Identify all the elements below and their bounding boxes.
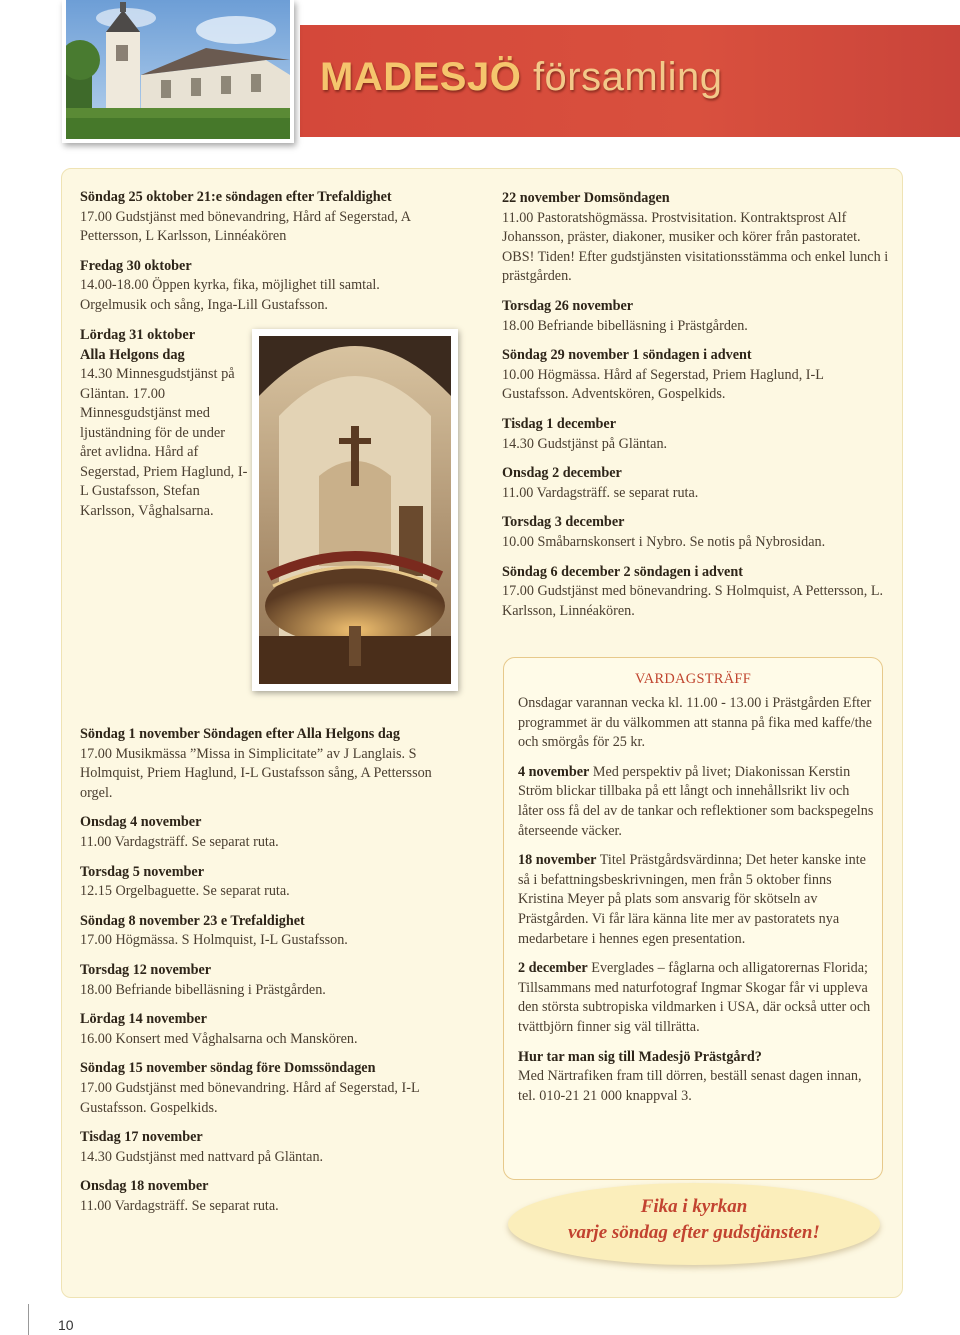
event-heading: Torsdag 12 november <box>80 961 212 978</box>
vardagstraff-item <box>518 763 874 841</box>
event-heading: Torsdag 5 november <box>80 863 205 880</box>
event-heading: Fredag 30 oktober <box>80 257 192 274</box>
event-heading: Lördag 31 oktober <box>80 327 196 343</box>
event-text: 14.30 Minnesgudstjänst på Gläntan. 17.00 Minnesgudstjänst med ljuständning för de under året avlidna. Hård af Segerstad, Priem Haglund, I-L Gustafsson, Stefan Karlsson, Våghalsarna. <box>80 366 248 519</box>
vardagstraff-item <box>518 851 874 949</box>
event-item <box>502 297 892 336</box>
church-exterior-photo <box>62 0 294 143</box>
event-item <box>502 464 892 503</box>
event-text: 11.00 Vardagsträff. Se separat ruta. <box>80 1197 279 1214</box>
event-text: 17.00 Högmässa. S Holmquist, I-L Gustafsson. <box>80 932 348 949</box>
event-item <box>80 1177 450 1216</box>
event-item <box>502 415 892 454</box>
vardagstraff-title: VARDAGSTRÄFF <box>634 671 752 687</box>
event-item <box>502 563 892 622</box>
event-heading: Söndag 15 november söndag före Domssöndagen <box>80 1060 376 1077</box>
footer-rule <box>28 1304 29 1335</box>
vardagstraff-content <box>518 694 874 1116</box>
church-exterior-image <box>66 0 290 139</box>
fika-line1: Fika i kyrkan <box>640 1196 748 1217</box>
event-heading: Tisdag 17 november <box>80 1129 203 1146</box>
event-heading: Tisdag 1 december <box>502 415 617 432</box>
event-heading: Söndag 29 november 1 söndagen i advent <box>502 347 752 364</box>
event-text: 17.00 Gudstjänst med bönevandring. S Holmquist, A Pettersson, L. Karlsson, Linnéakören. <box>502 583 884 619</box>
event-heading: Lördag 14 november <box>80 1011 207 1028</box>
event-text: 18.00 Befriande bibelläsning i Prästgården. <box>80 981 326 998</box>
event-text: 18.00 Befriande bibelläsning i Prästgården. <box>502 317 748 334</box>
event-text: 11.00 Vardagsträff. Se separat ruta. <box>80 833 279 850</box>
vardagstraff-intro: Onsdagar varannan vecka kl. 11.00 - 13.00 i Prästgården Efter programmet är du välkommen att stanna på fika med kaffe/the och smörgås för 25 kr. <box>518 695 872 751</box>
item-date: 18 november <box>518 852 597 869</box>
event-text: 16.00 Konsert med Våghalsarna och Manskören. <box>80 1030 358 1047</box>
item-date: 2 december <box>518 960 588 977</box>
event-item <box>80 1059 450 1118</box>
travel-info <box>518 1048 874 1107</box>
travel-answer: Med Närtrafiken fram till dörren, beställ senast dagen innan, tel. 010-21 21 000 knappval 3. <box>518 1068 862 1104</box>
event-heading: Torsdag 3 december <box>502 514 625 531</box>
event-item <box>80 188 440 247</box>
event-item <box>80 863 450 902</box>
events-left-top <box>80 188 440 326</box>
page-header <box>0 0 960 158</box>
event-heading: Onsdag 2 december <box>502 465 622 482</box>
item-text: Med perspektiv på livet; Diakonissan Kerstin Ström blickar tillbaka på ett långt och innehållsrikt liv och låter oss få del av de tankar och reflektioner som backspegelns återseende väcker. <box>518 763 874 839</box>
item-text: Titel Prästgårdsvärdinna; Det heter kanske inte så i befattningsbeskrivningen, men från 5 oktober finns Kristina Meyer på plats som ansvarig för skötseln av Prästgården. Vi får lära känna lite mer av pastoratets nya medarbetare i hennes egen presentation. <box>518 852 866 947</box>
event-item <box>80 1010 450 1049</box>
event-text: 17.00 Gudstjänst med bönevandring. Hård af Segerstad, I-L Gustafsson. Gospelkids. <box>80 1079 420 1116</box>
event-item <box>80 257 440 316</box>
event-text: 14.00-18.00 Öppen kyrka, fika, möjlighet till samtal. Orgelmusik och sång, Inga-Lill Gustafsson. <box>80 277 380 313</box>
events-left-bottom <box>80 725 450 1226</box>
title-light: församling <box>532 55 723 99</box>
event-text: 17.00 Gudstjänst med bönevandring, Hård af Segerstad, A Pettersson, L Karlsson, Linnéakören <box>80 208 411 245</box>
church-interior-photo <box>252 329 458 691</box>
event-item <box>80 725 450 803</box>
title-banner <box>300 25 960 137</box>
event-text: 11.00 Pastoratshögmässa. Prostvisitation. Kontraktsprost Alf Johansson, präster, diakoner, musiker och körer från pastoratet. OBS! Tiden! Efter gudstjänsten visitationsstämma och enkel lunch i prästgården. <box>502 209 889 285</box>
event-heading: 22 november Domsöndagen <box>502 190 670 206</box>
event-item <box>502 346 892 405</box>
event-text: 10.00 Högmässa. Hård af Segerstad, Priem Haglund, I-L Gustafsson. Adventskören, Gospelkids. <box>502 366 824 403</box>
page-number: 10 <box>58 1317 74 1333</box>
event-text: 14.30 Gudstjänst med nattvard på Gläntan. <box>80 1148 324 1165</box>
item-date: 4 november <box>518 763 590 780</box>
event-heading: Söndag 25 oktober 21:e söndagen efter Trefaldighet <box>80 189 392 205</box>
event-heading: Torsdag 26 november <box>502 297 634 314</box>
fika-line2: varje söndag efter gudstjänsten! <box>568 1222 820 1243</box>
event-item <box>80 1128 450 1167</box>
vardagstraff-item <box>518 959 874 1037</box>
event-text: 14.30 Gudstjänst på Gläntan. <box>502 435 668 452</box>
event-text: 12.15 Orgelbaguette. Se separat ruta. <box>80 883 290 900</box>
item-text: Everglades – fåglarna och alligatorernas Florida; Tillsammans med naturfotograf Ingmar Skogar får vi uppleva den största subtropiska vildmarken i USA, där också utter och tvättbjörn finner sig väl tillrätta. <box>518 960 871 1035</box>
event-item <box>80 912 450 951</box>
event-text: 10.00 Småbarnskonsert i Nybro. Se notis på Nybrosidan. <box>502 533 826 550</box>
event-heading: Onsdag 18 november <box>80 1178 209 1195</box>
event-heading: Onsdag 4 november <box>80 814 202 831</box>
event-text: 11.00 Vardagsträff. se separat ruta. <box>502 484 699 501</box>
event-item <box>80 961 450 1000</box>
event-item <box>502 189 892 287</box>
page-title <box>320 55 722 100</box>
fika-text <box>508 1194 880 1246</box>
event-heading: Söndag 6 december 2 söndagen i advent <box>502 563 743 580</box>
event-text: 17.00 Musikmässa ”Missa in Simplicitate” av J Langlais. S Holmquist, Priem Haglund, I-L Gustafsson sång, A Pettersson orgel. <box>80 745 432 801</box>
event-heading: Söndag 8 november 23 e Trefaldighet <box>80 912 305 929</box>
event-item <box>502 513 892 552</box>
events-right-top <box>502 189 892 631</box>
title-bold: MADESJÖ <box>320 55 522 99</box>
event-alla-helgons <box>80 326 250 521</box>
event-subheading: Alla Helgons dag <box>80 346 185 363</box>
event-heading: Söndag 1 november Söndagen efter Alla Helgons dag <box>80 726 400 742</box>
event-item <box>80 813 450 852</box>
travel-question: Hur tar man sig till Madesjö Prästgård? <box>518 1048 762 1065</box>
church-interior-image <box>259 336 451 684</box>
